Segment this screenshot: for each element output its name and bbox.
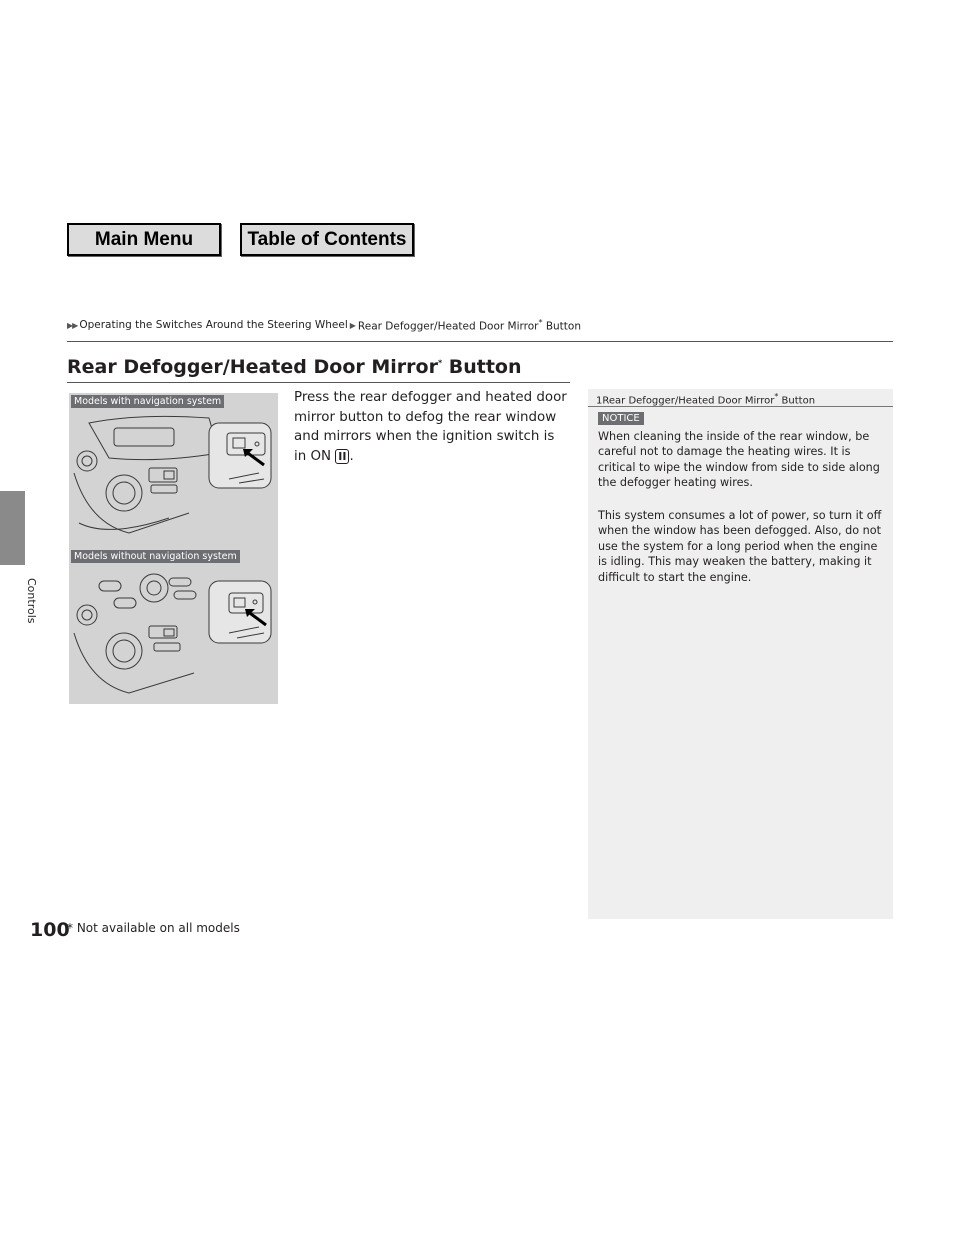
title-rule xyxy=(67,382,570,383)
note-paragraph-cleaning: When cleaning the inside of the rear window, be careful not to damage the heating wires. It is critical to wipe the window from side to side along the defogger heating wires. xyxy=(598,430,880,490)
note-heading: 1Rear Defogger/Heated Door Mirror* Button xyxy=(596,392,816,407)
note-rule xyxy=(588,406,893,407)
note-paragraph-power: This system consumes a lot of power, so turn it off when the window has been defogged. Also, do not use the system for a long period when the engine is idling. This may weaken the battery, making it difficult to start the engine. xyxy=(598,509,882,584)
footnote: * Not available on all models xyxy=(67,921,240,935)
table-of-contents-button[interactable]: Table of Contents xyxy=(240,223,414,256)
body-paragraph: Press the rear defogger and heated door mirror button to defog the rear window and mirrors when the ignition switch is in ON II . xyxy=(294,390,567,464)
section-tab xyxy=(0,491,25,565)
ignition-position-key: II xyxy=(335,449,349,464)
figure-label-with-nav: Models with navigation system xyxy=(71,395,224,408)
breadcrumb-arrow-icon: ▶▶ xyxy=(67,320,78,330)
page-title: Rear Defogger/Heated Door Mirror* Button xyxy=(67,356,522,378)
reference-notes-box xyxy=(588,389,893,919)
notice-badge: NOTICE xyxy=(598,412,644,425)
breadcrumb xyxy=(67,318,581,333)
breadcrumb-separator-icon: ▶ xyxy=(349,320,356,330)
breadcrumb-link-rear-defogger[interactable]: Rear Defogger/Heated Door Mirror* Button xyxy=(357,318,581,333)
note-marker-icon: 1 xyxy=(596,395,603,407)
section-label: Controls xyxy=(25,578,38,624)
main-menu-button[interactable]: Main Menu xyxy=(67,223,221,256)
page-number: 100 xyxy=(30,919,70,941)
breadcrumb-link-steering-switches[interactable]: Operating the Switches Around the Steering Wheel xyxy=(79,319,348,332)
header-rule xyxy=(67,341,893,342)
dashboard-drawing-icon xyxy=(69,393,278,704)
dashboard-illustration xyxy=(69,393,278,704)
figure-label-without-nav: Models without navigation system xyxy=(71,550,240,563)
